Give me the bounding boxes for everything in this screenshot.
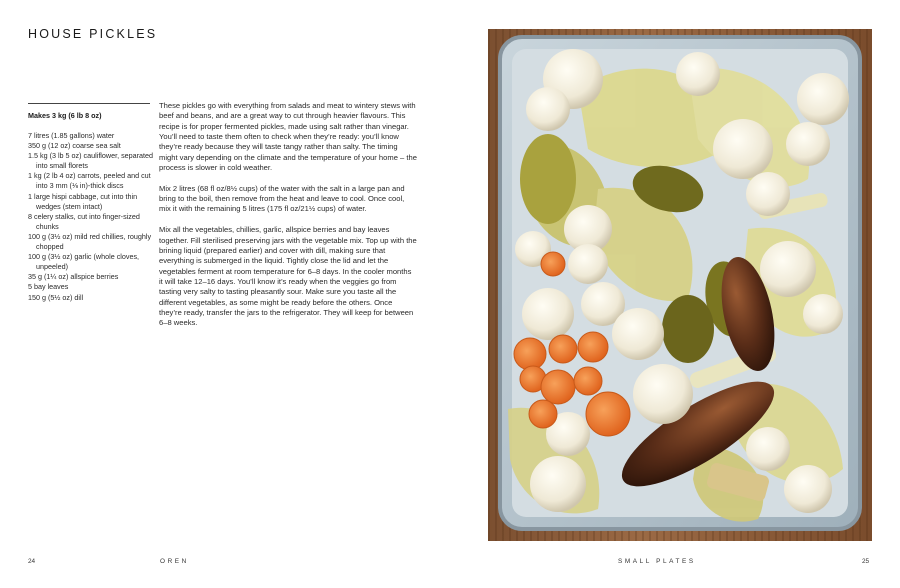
left-page-number: 24 [28, 558, 36, 565]
ingredient-item: 1.5 kg (3 lb 5 oz) cauliflower, separated into small florets [28, 151, 154, 171]
ingredients-divider [28, 103, 150, 104]
pickles-tray-illustration [488, 29, 872, 541]
ingredient-item: 7 litres (1.85 gallons) water [28, 131, 115, 140]
ingredient-item: 1 kg (2 lb 4 oz) carrots, peeled and cut into 3 mm (⅛ in)-thick discs [28, 171, 151, 191]
ingredient-item: 350 g (12 oz) coarse sea salt [28, 141, 121, 151]
method-text [159, 101, 417, 339]
ingredient-item: 35 g (1¼ oz) allspice berries [28, 272, 119, 282]
pickles-photo [488, 29, 872, 541]
right-page [450, 0, 900, 588]
recipe-yield: Makes 3 kg (6 lb 8 oz) [28, 111, 102, 120]
method-paragraph: Mix 2 litres (68 fl oz/8½ cups) of the water with the salt in a large pan and bring to the boil, then remove from the heat and leave to cool. Once cool, mix it with the remaining 5 litres (175 fl oz/21½ cups) of water. [159, 183, 405, 214]
recipe-title: HOUSE PICKLES [28, 27, 158, 41]
ingredient-item: 100 g (3½ oz) garlic (whole cloves, unpeeled) [28, 252, 140, 272]
intro-paragraph: These pickles go with everything from salads and meat to wintery stews with beef and beans, and are a great way to cut through heavier flavours. This recipe is for proper fermented pickles, made using salt rather than vinegar. You’ll need to taste them often to check when they’re ready: you’ll know they’re ready because they will taste tangy rather than salty. The timing might vary depending on the climate and the temperature of your home – the process is slower in cold weather. [159, 101, 417, 173]
ingredient-item: 100 g (3½ oz) mild red chillies, roughly chopped [28, 231, 152, 252]
ingredient-item: 8 celery stalks, cut into finger-sized chunks [28, 211, 140, 231]
method-paragraph: Mix all the vegetables, chillies, garlic, allspice berries and bay leaves together. Fill sterilised preserving jars with the vegetable mix. Top up with the brining liquid (prepared earlier) and cover with dill, making sure that everything is submerged in the liquid. Tightly close the lid and let the vegetables ferment at room temperature for 6–8 days. In the cooler months it will take 12–16 days. You’ll know it’s ready when the veggies go from tasting very salty to tasting pleasantly sour. Make sure you taste all the different vegetables, as some might be ready before the others. Once they’re ready, transfer the jars to the refrigerator. They will keep for between 6–8 weeks. [159, 225, 417, 328]
ingredient-item: 5 bay leaves [28, 282, 69, 292]
right-running-head: SMALL PLATES [618, 558, 696, 565]
right-page-number: 25 [862, 558, 870, 565]
left-running-head: OREN [160, 558, 189, 565]
ingredient-item: 1 large hispi cabbage, cut into thin wedges (stem intact) [28, 191, 138, 211]
ingredient-item: 150 g (5½ oz) dill [28, 292, 84, 302]
ingredients-list [28, 131, 154, 303]
